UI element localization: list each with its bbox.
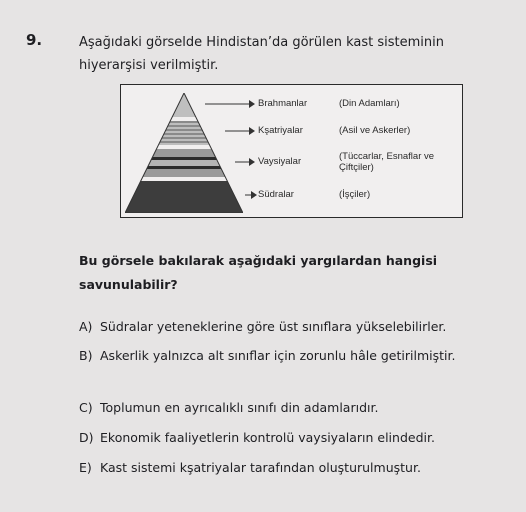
arrow-icon — [225, 127, 255, 135]
tier-desc-brahmanlar: (Din Adamları) — [339, 98, 400, 109]
question-stem: Aşağıdaki görselde Hindistan’da görülen kast sisteminin hiyerarşisi verilmiştir. — [79, 35, 445, 73]
question-number: 9. — [26, 31, 43, 49]
option-letter: C) — [79, 400, 93, 415]
tier-desc-vaysiyalar: (Tüccarlar, Esnaflar ve Çiftçiler) — [339, 151, 435, 173]
pyramid-graphic — [125, 93, 243, 213]
tier-name-ksatriyalar: Kşatriyalar — [258, 125, 303, 136]
option-text: Toplumun en ayrıcalıklı sınıfı din adamlarıdır. — [100, 400, 379, 415]
option-letter: E) — [79, 460, 92, 475]
option-letter: D) — [79, 430, 94, 445]
option-letter: A) — [79, 319, 93, 334]
option-letter: B) — [79, 348, 93, 363]
tier-name-sudralar: Südralar — [258, 189, 294, 200]
arrow-icon — [235, 158, 255, 166]
option-text: Südralar yeteneklerine göre üst sınıflara yükselebilirler. — [100, 319, 447, 334]
tier-name-brahmanlar: Brahmanlar — [258, 98, 308, 109]
arrow-icon — [205, 100, 255, 108]
tier-desc-ksatriyalar: (Asil ve Askerler) — [339, 125, 411, 136]
pyramid-tier-sudralar — [125, 181, 243, 213]
arrow-icon — [245, 191, 257, 199]
tier-name-vaysiyalar: Vaysiyalar — [258, 156, 302, 167]
tier-desc-sudralar: (İşçiler) — [339, 189, 371, 200]
caste-pyramid-figure — [120, 84, 463, 218]
option-text: Askerlik yalnızca alt sınıflar için zorunlu hâle getirilmiştir. — [100, 348, 456, 363]
pyramid-tier-vaysiyalar — [125, 149, 243, 157]
question-prompt: Bu görsele bakılarak aşağıdaki yargılardan hangisi savunulabilir? — [79, 253, 438, 292]
option-text: Kast sistemi kşatriyalar tarafından oluşturulmuştur. — [100, 460, 421, 475]
option-text: Ekonomik faaliyetlerin kontrolü vaysiyaların elindedir. — [100, 430, 435, 445]
cut-off-footer-text — [330, 500, 480, 512]
